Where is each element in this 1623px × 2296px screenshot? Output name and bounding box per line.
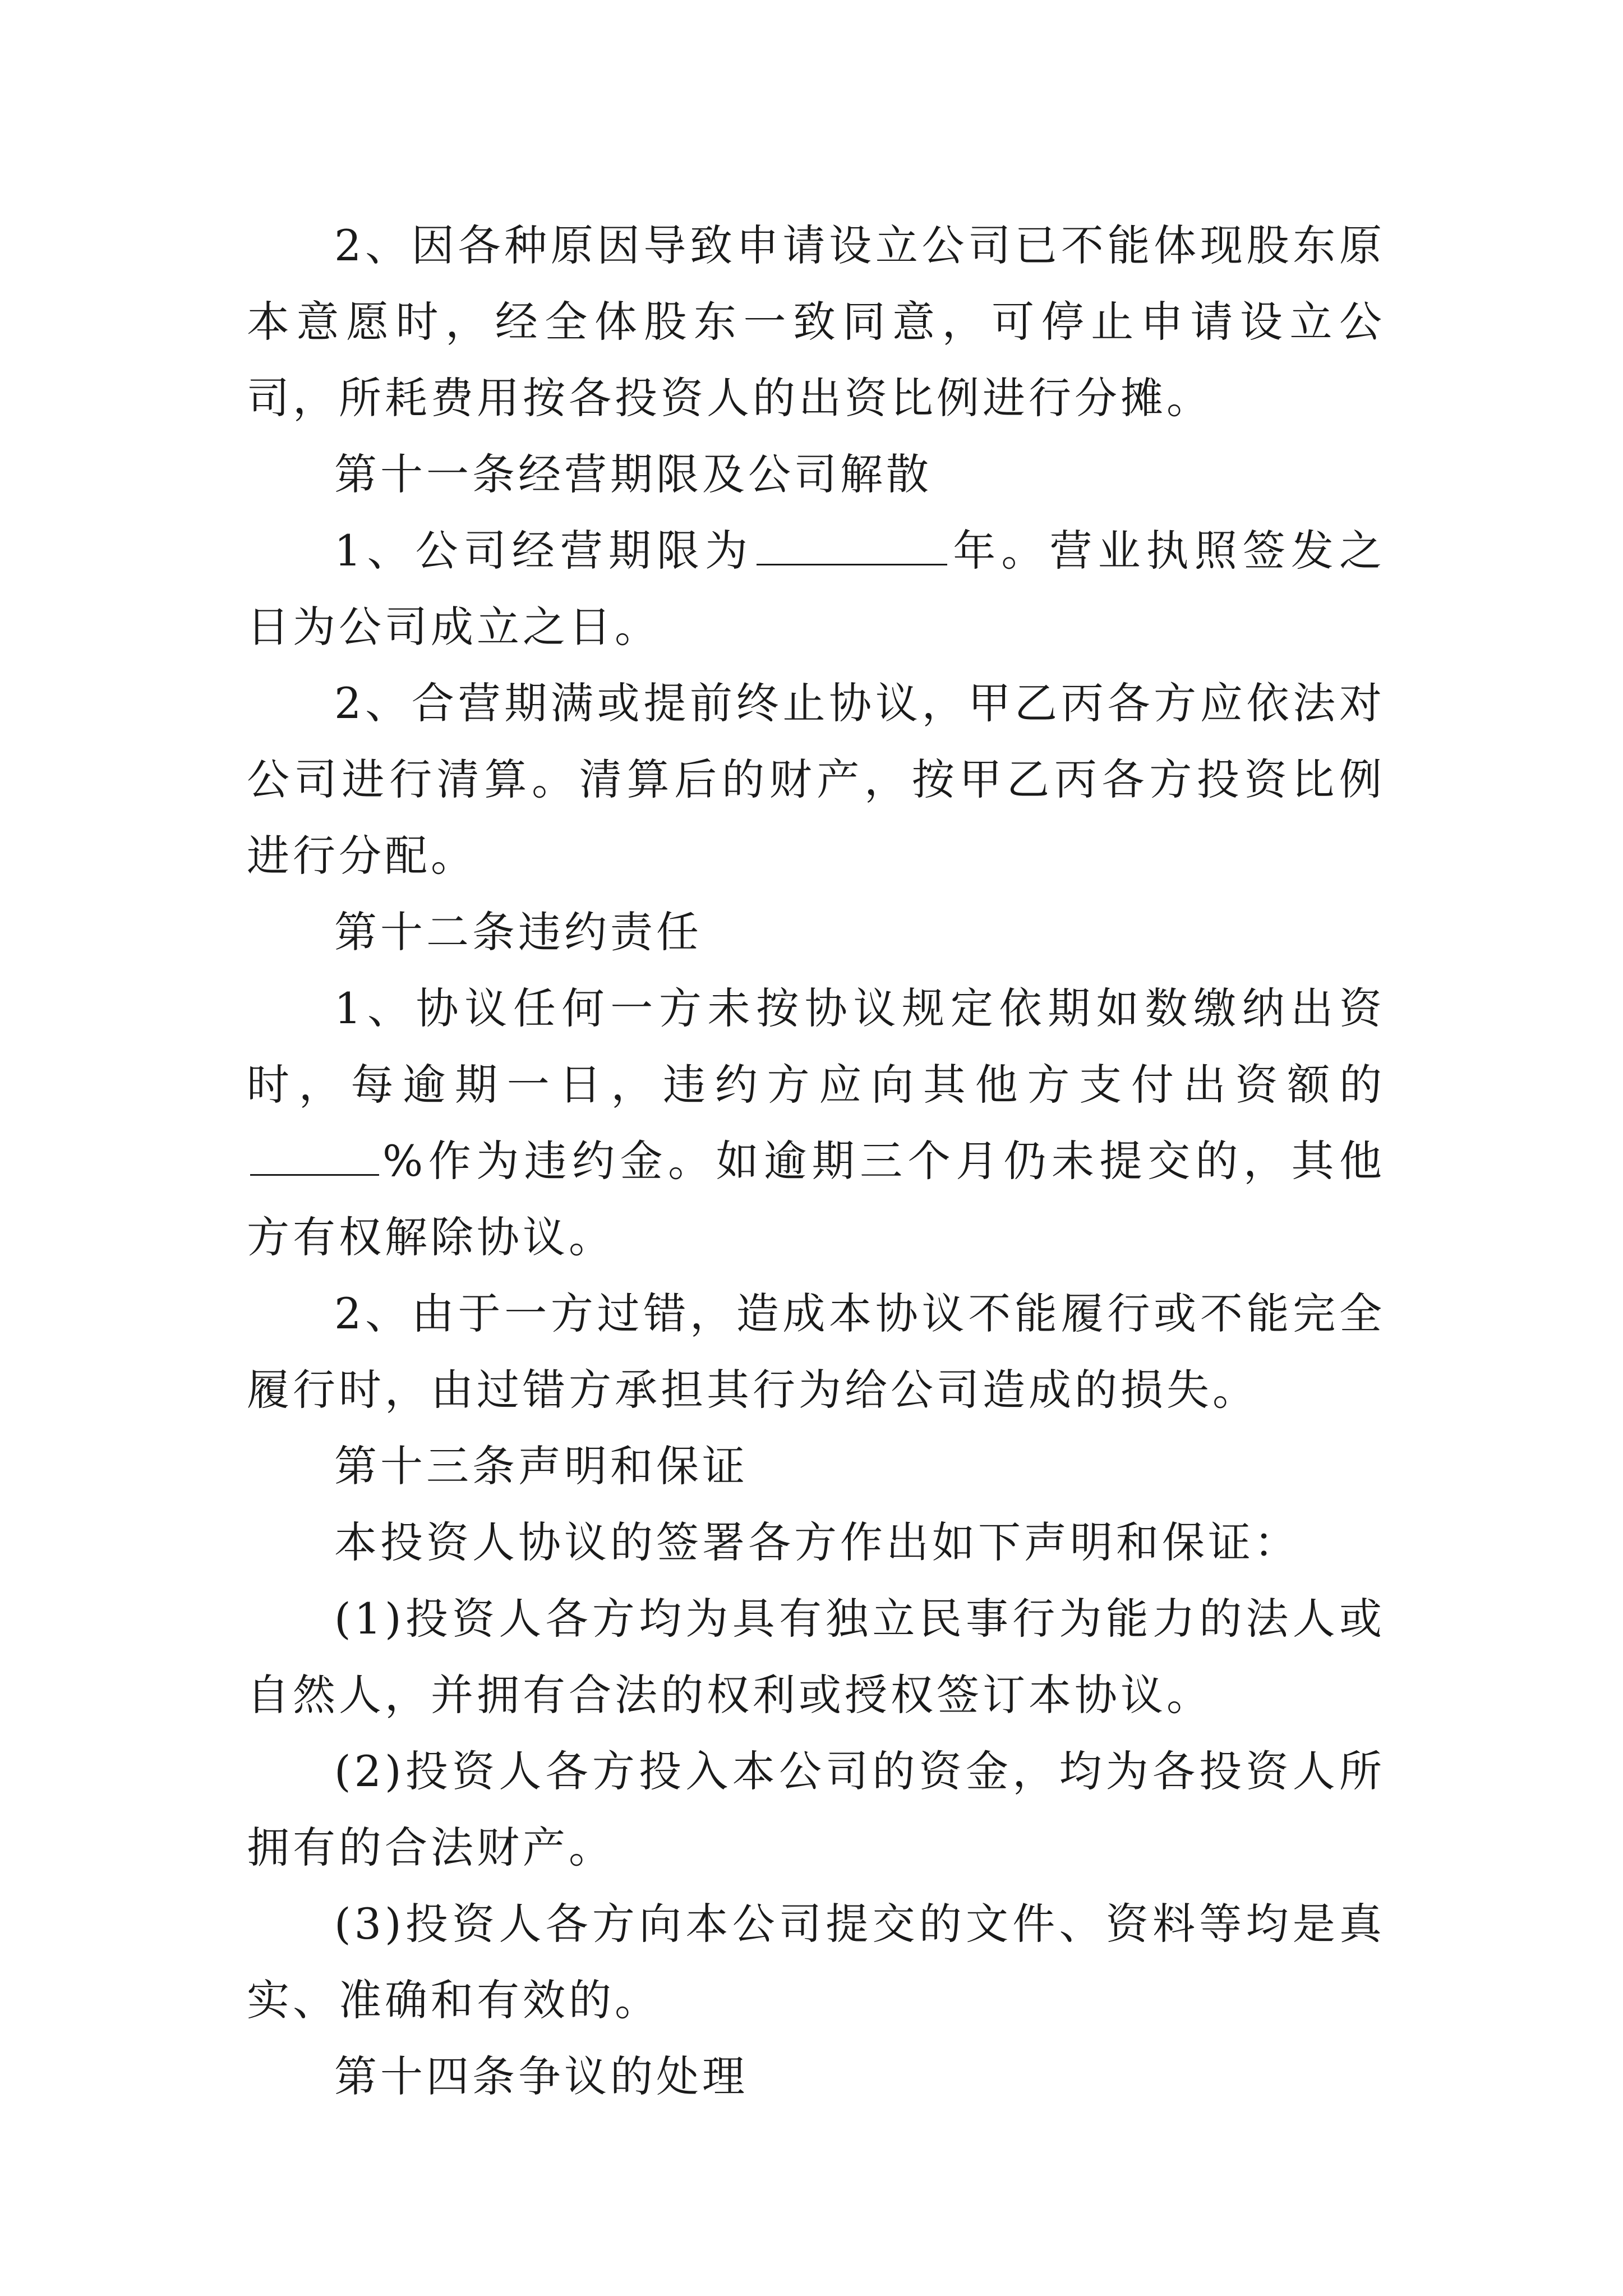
heading-article-12: 第十二条违约责任 <box>334 907 702 957</box>
paragraph-clause-13-item-3: (3)投资人各方向本公司提交的文件、资料等均是真实、准确和有效的。 <box>247 1899 1385 2025</box>
clause-11-item-1-text-after: 年。营业执照签发之日为公司成立之日。 <box>247 526 1386 652</box>
paragraph-clause-11-item-2: 2、合营期满或提前终止协议，甲乙丙各方应依法对公司进行清算。清算后的财产，按甲乙丙各方投资比例进行分配。 <box>247 678 1385 881</box>
paragraph-clause-12-item-2: 2、由于一方过错，造成本协议不能履行或不能完全履行时，由过错方承担其行为给公司造成的损失。 <box>247 1289 1385 1415</box>
heading-article-11: 第十一条经营期限及公司解散 <box>334 449 932 499</box>
paragraph-clause-13-item-1: (1)投资人各方均为具有独立民事行为能力的法人或自然人，并拥有合法的权利或授权签订本协议。 <box>247 1594 1385 1720</box>
heading-article-13: 第十三条声明和保证 <box>334 1441 748 1491</box>
paragraph-clause-10-item-2: 2、因各种原因导致申请设立公司已不能体现股东原本意愿时，经全体股东一致同意，可停止申请设立公司，所耗费用按各投资人的出资比例进行分摊。 <box>247 220 1385 423</box>
clause-11-item-1-text-before: 1、公司经营期限为 <box>334 526 754 576</box>
clause-12-item-1-text-after: %作为违约金。如逾期三个月仍未提交的，其他方有权解除协议。 <box>247 1136 1385 1262</box>
clause-12-item-1-text-before: 1、协议任何一方未按协议规定依期如数缴纳出资时，每逾期一日，违约方应向其他方支付出资额的 <box>247 983 1385 1110</box>
paragraph-clause-12-item-1 <box>247 970 1385 1276</box>
fill-in-blank-penalty-percent <box>250 1131 379 1176</box>
heading-article-14: 第十四条争议的处理 <box>334 2051 748 2101</box>
paragraph-clause-11-item-1 <box>247 513 1385 665</box>
document-body <box>247 208 1385 2115</box>
fill-in-blank-term-years <box>757 521 947 565</box>
paragraph-clause-13-intro: 本投资人协议的签署各方作出如下声明和保证： <box>334 1517 1300 1567</box>
paragraph-clause-13-item-2: (2)投资人各方投入本公司的资金，均为各投资人所拥有的合法财产。 <box>247 1746 1385 1872</box>
